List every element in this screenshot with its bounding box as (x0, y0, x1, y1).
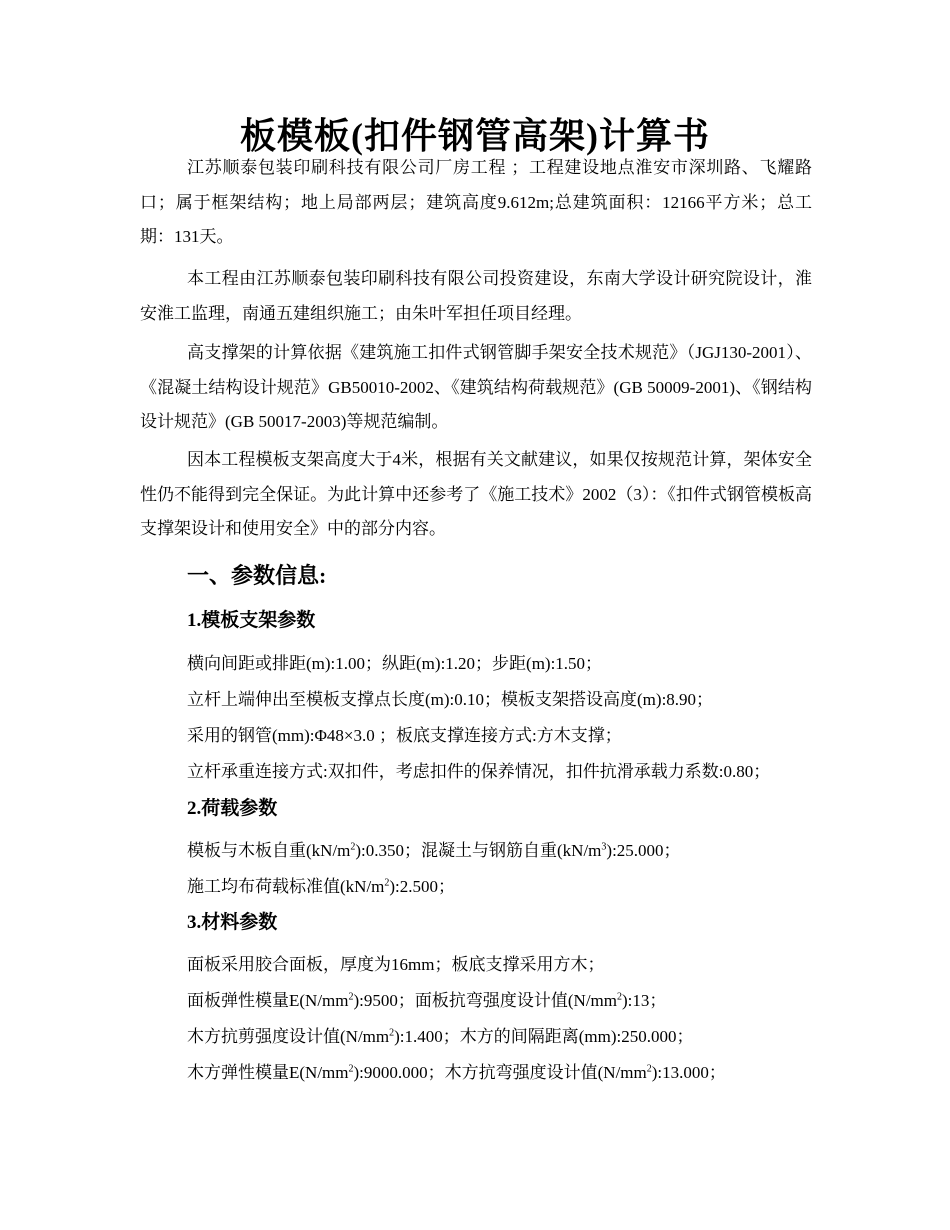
param-line-panel: 面板采用胶合面板，厚度为16mm；板底支撑采用方木； (187, 955, 605, 974)
param-line-self-weight: 模板与木板自重$(kN/m^2):0.350$；混凝土与钢筋自重$(kN/m^3):25.000$； (187, 841, 681, 860)
document-title: 板模板(扣件钢管高架)计算书 (240, 116, 710, 156)
subheading-material-parameters: 3.材料参数 (187, 912, 278, 933)
intro-paragraph-note: 因本工程模板支架高度大于4米，根据有关文献建议，如果仅按规范计算，架体安全性仍不能得到完全保证。为此计算中还参考了《施工技术》2002（3）：《扣件式钢管模板高支撑架设计和使用安全》中的部分内容。 (140, 450, 812, 538)
param-line-fastener: 立杆承重连接方式:双扣件，考虑扣件的保养情况，扣件抗滑承载力系数:0.80； (187, 762, 771, 781)
param-line-panel-modulus: 面板弹性模量$E(N/mm^2):9500$；面板抗弯强度设计值$(N/mm^2):13$； (187, 991, 667, 1010)
intro-paragraph-basis: 高支撑架的计算依据《建筑施工扣件式钢管脚手架安全技术规范》（JGJ130-2001）、《混凝土结构设计规范》GB50010-2002、《建筑结构荷载规范》(GB 50009-2001)、《钢结构设计规范》(GB 50017-2003)等规范编制。 (140, 343, 812, 431)
param-line-spacing: 横向间距或排距(m):1.00；纵距(m):1.20；步距(m):1.50； (187, 654, 603, 673)
section-heading-parameters: 一、参数信息: (187, 563, 327, 588)
subheading-load-parameters: 2.荷载参数 (187, 798, 278, 819)
param-line-timber-shear: 木方抗剪强度设计值$(N/mm^2):1.400$；木方的间隔距离(mm):250.000； (187, 1027, 694, 1046)
param-line-height: 立杆上端伸出至模板支撑点长度(m):0.10；模板支架搭设高度(m):8.90； (187, 690, 714, 709)
intro-paragraph-project: 江苏顺泰包装印刷科技有限公司厂房工程 ；工程建设地点淮安市深圳路、飞耀路口；属于框架结构；地上局部两层；建筑高度9.612m;总建筑面积：12166平方米；总工期：131天。 (140, 158, 812, 246)
param-line-construction-load: 施工均布荷载标准值$(kN/m^2):2.500$； (187, 877, 456, 896)
intro-paragraph-parties: 本工程由江苏顺泰包装印刷科技有限公司投资建设，东南大学设计研究院设计，淮安淮工监理，南通五建组织施工；由朱叶军担任项目经理。 (140, 269, 812, 323)
subheading-formwork-support: 1.模板支架参数 (187, 610, 316, 631)
param-line-timber-modulus: 木方弹性模量$E(N/mm^2):9000.000$；木方抗弯强度设计值$(N/mm^2):13.000$； (187, 1063, 726, 1082)
param-line-steel-pipe: 采用的钢管(mm):Φ48×3.0 ；板底支撑连接方式:方木支撑； (187, 726, 622, 745)
